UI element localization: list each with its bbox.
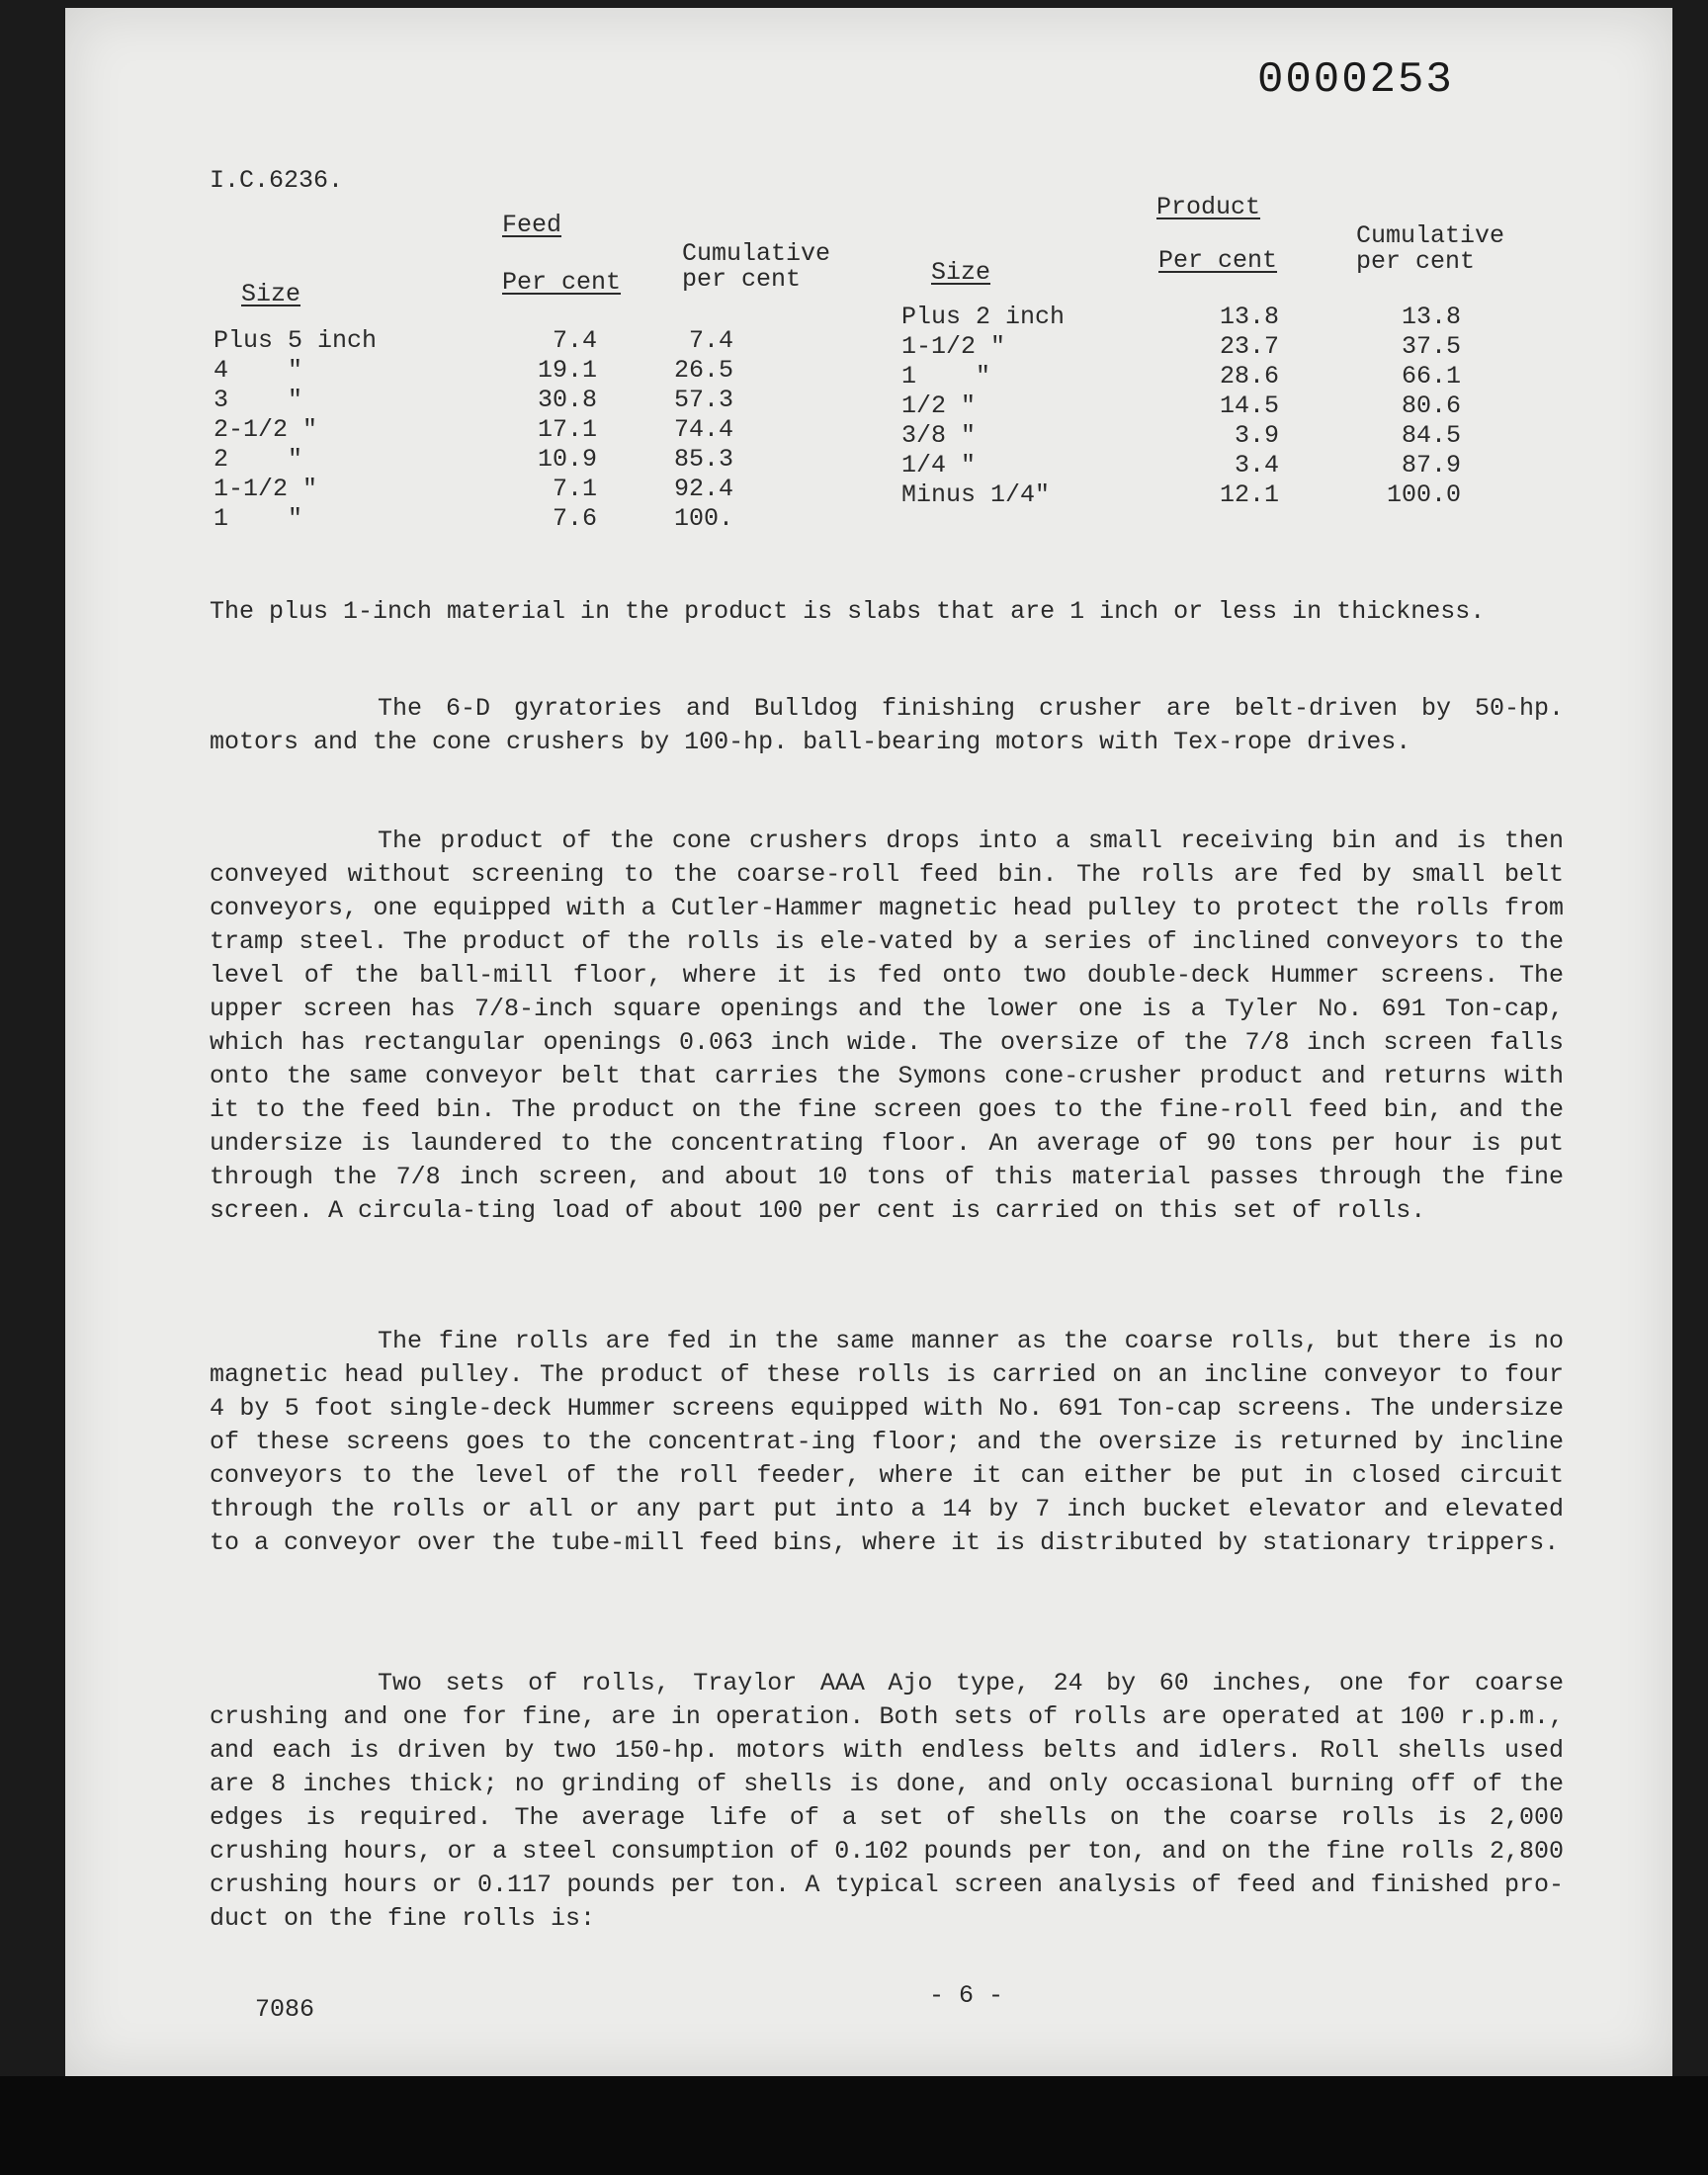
product-cum-cell: 37.5 bbox=[1401, 332, 1461, 361]
feed-size-cell: 2-1/2 " bbox=[214, 415, 318, 444]
paragraph-fine-rolls: The fine rolls are fed in the same manner as the coarse rolls, but there is no magnetic head pulley. The product of these rolls is carried on an incline conveyor to four 4 by 5 foot single-deck Hummer screens equipped with No. 691 Ton-cap screens. The undersize of these screens goes to the concentrat-ing floor; and the oversize is returned by incline conveyors to the level of the roll feeder, where it can either be put in closed circuit through the rolls or all or any part put into a 14 by 7 inch bucket elevator and elevated to a conveyor over the tube-mill feed bins, where it is distributed by stationary trippers. bbox=[210, 1327, 1564, 1557]
product-cum-cell: 13.8 bbox=[1401, 303, 1461, 331]
product-size-cell: 3/8 " bbox=[901, 421, 977, 450]
product-pct-cell: 13.8 bbox=[1219, 303, 1279, 331]
product-pct-cell: 3.4 bbox=[1234, 451, 1279, 479]
feed-cum-cell: 74.4 bbox=[673, 415, 733, 444]
feed-size-cell: 1 " bbox=[214, 504, 303, 533]
feed-cum-cell: 100. bbox=[673, 504, 733, 533]
feed-size-cell: 3 " bbox=[214, 386, 303, 414]
document-stamp-number: 0000253 bbox=[1257, 55, 1454, 105]
product-pct-cell: 3.9 bbox=[1234, 421, 1279, 450]
product-size-cell: 1-1/2 " bbox=[901, 332, 1006, 361]
document-code: I.C.6236. bbox=[210, 166, 344, 195]
product-size-cell: Minus 1/4" bbox=[901, 480, 1051, 509]
feed-cum-cell: 26.5 bbox=[673, 356, 733, 385]
scan-border bbox=[0, 2076, 1708, 2175]
product-cum-cell: 66.1 bbox=[1401, 362, 1461, 391]
product-size-cell: 1/4 " bbox=[901, 451, 977, 479]
product-cum-cell: 80.6 bbox=[1401, 392, 1461, 420]
feed-cum-cell: 92.4 bbox=[673, 475, 733, 503]
paragraph-slabs: The plus 1-inch material in the product is slabs that are 1 inch or less in thickness. bbox=[210, 597, 1486, 626]
feed-cum-cell: 85.3 bbox=[673, 445, 733, 474]
feed-size-header: Size bbox=[241, 280, 301, 308]
feed-pct-cell: 17.1 bbox=[537, 415, 597, 444]
feed-pct-cell: 19.1 bbox=[537, 356, 597, 385]
product-pct-cell: 23.7 bbox=[1219, 332, 1279, 361]
product-group-label: Product bbox=[1156, 193, 1261, 221]
product-size-cell: Plus 2 inch bbox=[901, 303, 1066, 331]
product-cum-header: Cumulative per cent bbox=[1356, 221, 1505, 276]
footer-code: 7086 bbox=[255, 1995, 315, 2024]
feed-cum-cell: 57.3 bbox=[673, 386, 733, 414]
feed-pct-cell: 7.4 bbox=[552, 326, 597, 355]
feed-size-cell: Plus 5 inch bbox=[214, 326, 378, 355]
product-size-header: Size bbox=[931, 258, 991, 287]
feed-pct-cell: 7.6 bbox=[552, 504, 597, 533]
product-pct-cell: 12.1 bbox=[1219, 480, 1279, 509]
feed-size-cell: 1-1/2 " bbox=[214, 475, 318, 503]
feed-size-cell: 2 " bbox=[214, 445, 303, 474]
product-size-cell: 1 " bbox=[901, 362, 991, 391]
paragraph-cone-crushers: The product of the cone crushers drops into a small receiving bin and is then conveyed without screening to the coarse-roll feed bin. The rolls are fed by small belt conveyors, one equipped with a Cutler-Hammer magnetic head pulley to protect the rolls from tramp steel. The product of the rolls is ele-vated by a series of inclined conveyors to the level of the ball-mill floor, where it is fed onto two double-deck Hummer screens. The upper screen has 7/8-inch square openings and the lower one is a Tyler No. 691 Ton-cap, which has rectangular openings 0.063 inch wide. The oversize of the 7/8 inch screen falls onto the same conveyor belt that carries the Symons cone-crusher product and returns with it to the feed bin. The product on the fine screen goes to the fine-roll feed bin, and the undersize is laundered to the concentrating floor. An average of 90 tons per hour is put through the 7/8 inch screen, and about 10 tons of this material passes through the fine screen. A circula-ting load of about 100 per cent is carried on this set of rolls. bbox=[210, 826, 1564, 1225]
product-pct-cell: 14.5 bbox=[1219, 392, 1279, 420]
product-cum-cell: 100.0 bbox=[1386, 480, 1461, 509]
feed-group-label: Feed bbox=[502, 211, 562, 239]
feed-cum-header: Cumulative per cent bbox=[682, 239, 831, 294]
product-pct-cell: 28.6 bbox=[1219, 362, 1279, 391]
product-cum-cell: 87.9 bbox=[1401, 451, 1461, 479]
product-size-cell: 1/2 " bbox=[901, 392, 977, 420]
product-pct-header: Per cent bbox=[1158, 246, 1278, 275]
feed-pct-cell: 10.9 bbox=[537, 445, 597, 474]
feed-cum-cell: 7.4 bbox=[688, 326, 733, 355]
paragraph-roll-sets: Two sets of rolls, Traylor AAA Ajo type, 24 by 60 inches, one for coarse crushing and one for fine, are in operation. Both sets of rolls are operated at 100 r.p.m., and each is driven by two 150-hp. motors with endless belts and idlers. Roll shells used are 8 inches thick; no grinding of shells is done, and only occasional burning off of the edges is required. The average life of a set of shells on the coarse rolls is 2,000 crushing hours, or a steel consumption of 0.102 pounds per ton, and on the fine rolls 2,800 crushing hours or 0.117 pounds per ton. A typical screen analysis of feed and finished pro-duct on the fine rolls is: bbox=[210, 1669, 1564, 1933]
feed-pct-cell: 30.8 bbox=[537, 386, 597, 414]
product-cum-cell: 84.5 bbox=[1401, 421, 1461, 450]
feed-pct-header: Per cent bbox=[502, 268, 622, 297]
page-number: - 6 - bbox=[929, 1981, 1004, 2010]
feed-pct-cell: 7.1 bbox=[552, 475, 597, 503]
paragraph-motors: The 6-D gyratories and Bulldog finishing crusher are belt-driven by 50-hp. motors and the cone crushers by 100-hp. ball-bearing motors with Tex-rope drives. bbox=[210, 694, 1564, 756]
feed-size-cell: 4 " bbox=[214, 356, 303, 385]
